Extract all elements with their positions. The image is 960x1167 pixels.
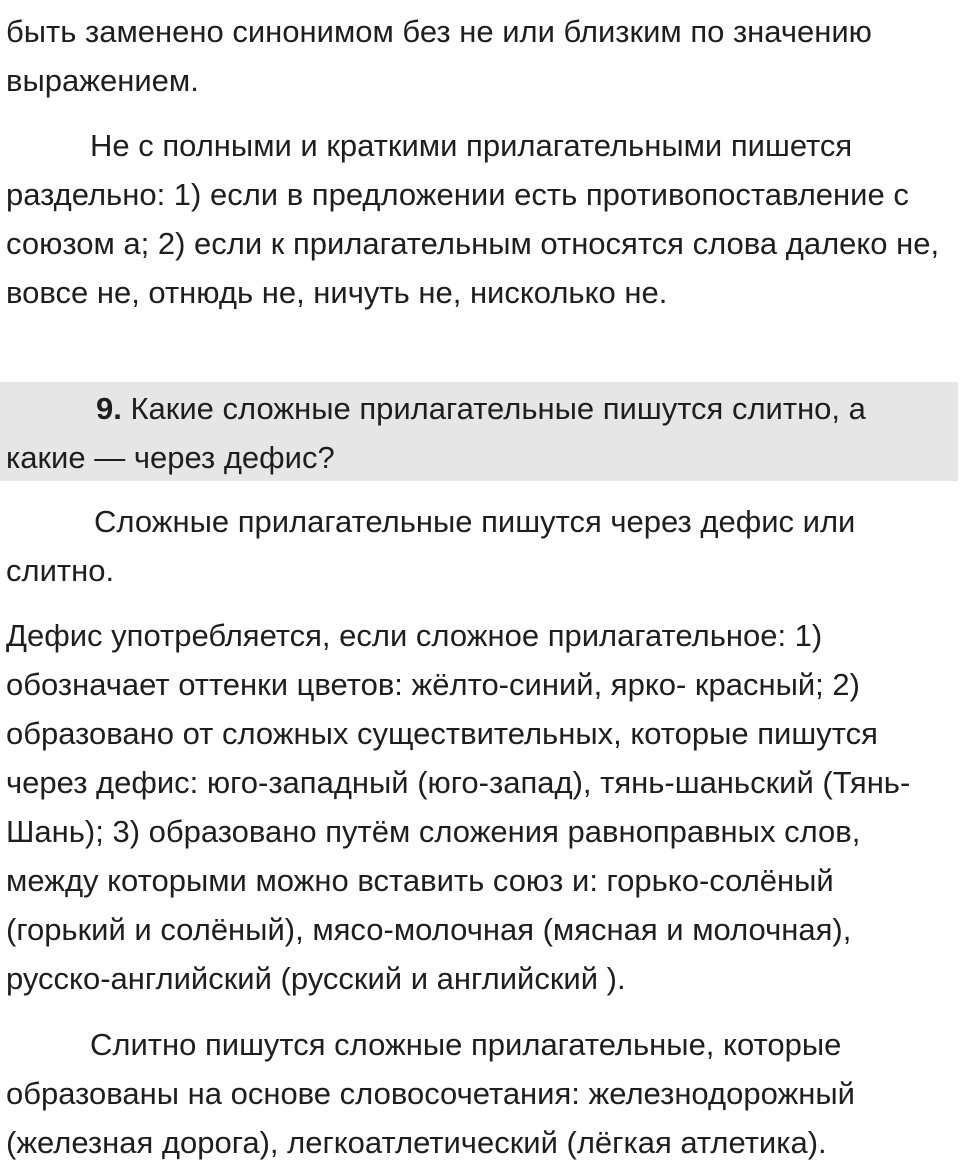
intro-paragraph: быть заменено синонимом без не или близким по значению выражением. <box>6 14 872 98</box>
question-number: 9. <box>96 391 122 426</box>
question-paragraph <box>6 384 954 482</box>
question-text: Какие сложные прилагательные пишутся слитно, а какие — через дефис? <box>6 391 866 475</box>
answer-paragraph: Сложные прилагательные пишутся через дефис или слитно. <box>6 504 856 588</box>
rule-paragraph: Не с полными и краткими прилагательными пишется раздельно: 1) если в предложении есть противопоставление с союзом а; 2) если к прилагательным относятся слова далеко не, вовсе не, отнюдь не, ничуть не, нисколько не. <box>6 128 940 310</box>
hyphen-rule-paragraph: Дефис употребляется, если сложное прилагательное: 1) обозначает оттенки цветов: жёлто-синий, ярко- красный; 2) образовано от сложных существительных, которые пишутся через дефис: юго-западный (юго-запад), тянь-шаньский (Тянь-Шань); 3) образовано путём сложения равноправных слов, между которыми можно вставить союз и: горько-солёный (горький и солёный), мясо-молочная (мясная и молочная), русско-английский (русский и английский ). <box>6 618 911 996</box>
solid-rule-paragraph: Слитно пишутся сложные прилагательные, которые образованы на основе словосочетания: железнодорожный (железная дорога), легкоатлетический (лёгкая атлетика). <box>6 1027 855 1160</box>
